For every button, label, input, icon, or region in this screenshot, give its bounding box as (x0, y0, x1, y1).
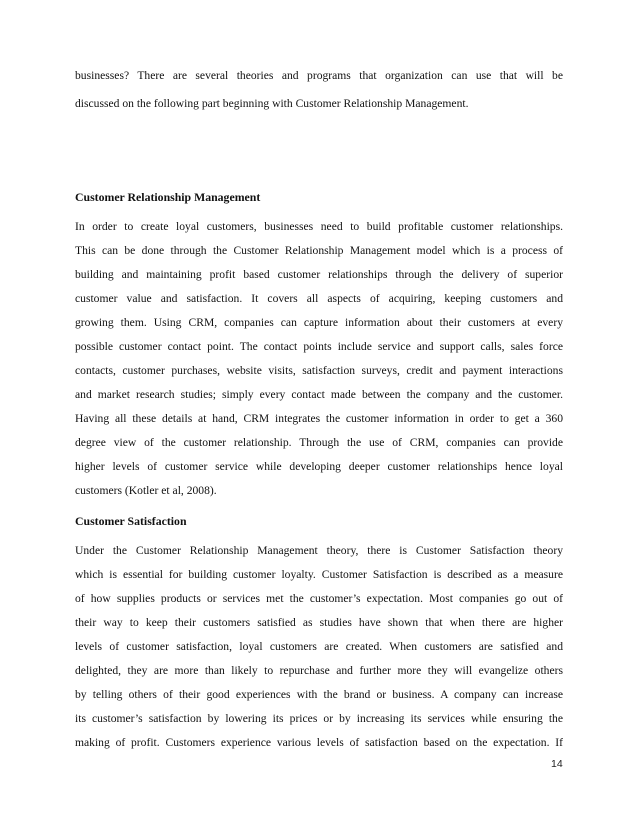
paragraph-line: their way to keep their customers satisfied as studies have shown that when there are higher (75, 616, 563, 629)
intro-line: discussed on the following part beginning with Customer Relationship Management. (75, 97, 469, 110)
section-heading-crm: Customer Relationship Management (75, 190, 261, 204)
paragraph-line: which is essential for building customer loyalty. Customer Satisfaction is described as a measure (75, 568, 563, 581)
paragraph-line: of how supplies products or services met the customer’s expectation. Most companies go out of (75, 592, 563, 605)
paragraph-line: degree view of the customer relationship. Through the use of CRM, companies can provide (75, 436, 563, 449)
paragraph-line: possible customer contact point. The contact points include service and support calls, sales force (75, 340, 563, 353)
paragraph-line: higher levels of customer service while developing deeper customer relationships hence loyal (75, 460, 563, 473)
paragraph-line: making of profit. Customers experience various levels of satisfaction based on the expectation. If (75, 736, 563, 749)
section-heading-satisfaction: Customer Satisfaction (75, 514, 187, 528)
paragraph-line: levels of customer satisfaction, loyal customers are created. When customers are satisfied and (75, 640, 563, 653)
paragraph-line: delighted, they are more than likely to repurchase and further more they will evangelize others (75, 664, 563, 677)
page-number: 14 (551, 758, 563, 770)
paragraph-line: Under the Customer Relationship Management theory, there is Customer Satisfaction theory (75, 544, 563, 557)
paragraph-line: In order to create loyal customers, businesses need to build profitable customer relationships. (75, 220, 563, 233)
paragraph-line: its customer’s satisfaction by lowering its prices or by increasing its services while ensuring the (75, 712, 563, 725)
paragraph-line: This can be done through the Customer Relationship Management model which is a process of (75, 244, 563, 257)
paragraph-line: by telling others of their good experiences with the brand or business. A company can increase (75, 688, 563, 701)
paragraph-line: contacts, customer purchases, website visits, satisfaction surveys, credit and payment interactions (75, 364, 563, 377)
paragraph-line: customer value and satisfaction. It covers all aspects of acquiring, keeping customers and (75, 292, 563, 305)
paragraph-line: and market research studies; simply every contact made between the company and the customer. (75, 388, 563, 401)
paragraph-line: customers (Kotler et al, 2008). (75, 484, 217, 497)
intro-line: businesses? There are several theories and programs that organization can use that will be (75, 69, 563, 82)
paragraph-line: growing them. Using CRM, companies can capture information about their customers at every (75, 316, 563, 329)
paragraph-line: Having all these details at hand, CRM integrates the customer information in order to get a 360 (75, 412, 563, 425)
paragraph-line: building and maintaining profit based customer relationships through the delivery of superior (75, 268, 563, 281)
